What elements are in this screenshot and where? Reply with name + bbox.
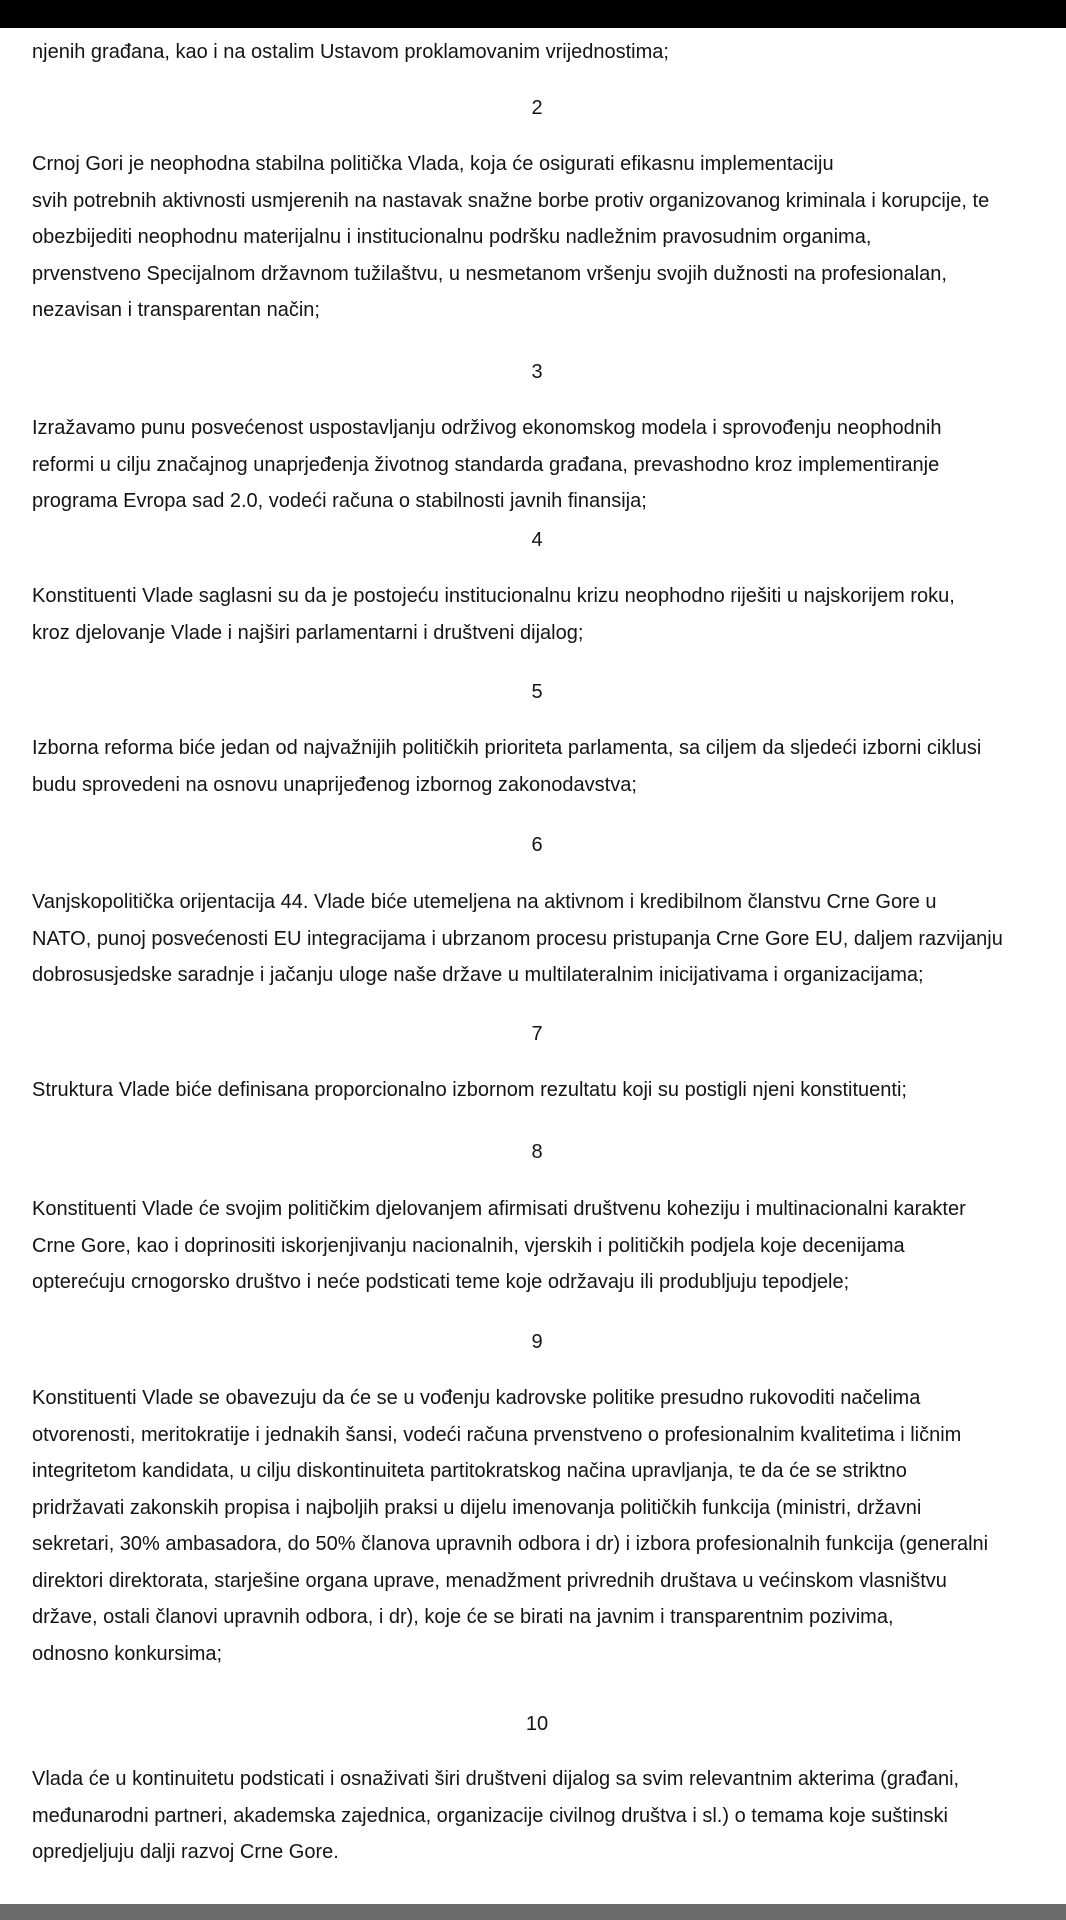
text-line: Crnoj Gori je neophodna stabilna politička Vlada, koja će osigurati efikasnu implementaciju	[32, 153, 834, 175]
text-line: obezbijediti neophodnu materijalnu i institucionalnu podršku nadležnim pravosudnim organima,	[32, 226, 872, 248]
text-line: Vlada će u kontinuitetu podsticati i osnaživati širi društveni dijalog sa svim relevantnim akterima (građani,	[32, 1768, 960, 1790]
text-line: direktori direktorata, starješine organa uprave, menadžment privrednih društava u većinskom vlasništvu	[32, 1569, 947, 1592]
section-number: 7	[531, 1023, 543, 1045]
section-number: 6	[531, 834, 543, 856]
text-line: nezavisan i transparentan način;	[32, 299, 320, 321]
text-line: Konstituenti Vlade saglasni su da je postojeću institucionalnu krizu neophodno riješiti u najskorijem roku,	[32, 585, 955, 607]
section-number: 4	[531, 529, 543, 551]
text-line: opredjeljuju dalji razvoj Crne Gore.	[32, 1841, 339, 1863]
section-number: 10	[525, 1713, 549, 1735]
intro-paragraph	[32, 34, 669, 71]
section-paragraph	[32, 1380, 988, 1672]
text-line: prvenstveno Specijalnom državnom tužilaštvu, u nesmetanom vršenju svojih dužnosti na profesionalan,	[32, 262, 947, 285]
text-line: NATO, punoj posvećenosti EU integracijama i ubrzanom procesu pristupanja Crne Gore EU, daljem razvijanju	[32, 927, 1003, 950]
section-paragraph	[32, 1761, 959, 1871]
text-line: opterećuju crnogorsko društvo i neće podsticati teme koje održavaju ili produbljuju tepodjele;	[32, 1271, 850, 1293]
text-line: njenih građana, kao i na ostalim Ustavom proklamovanim vrijednostima;	[32, 41, 669, 63]
text-line: Izborna reforma biće jedan od najvažnijih političkih prioriteta parlamenta, sa ciljem da sljedeći izborni ciklusi	[32, 737, 982, 759]
section-number: 5	[531, 681, 543, 703]
text-line: Struktura Vlade biće definisana proporcionalno izbornom rezultatu koji su postigli njeni konstituenti;	[32, 1079, 907, 1101]
text-line: kroz djelovanje Vlade i najširi parlamentarni i društveni dijalog;	[32, 621, 584, 644]
text-line: programa Evropa sad 2.0, vodeći računa o stabilnosti javnih finansija;	[32, 490, 647, 512]
section-number: 2	[531, 97, 543, 119]
navigation-bar	[0, 1904, 1066, 1920]
section-number: 3	[531, 361, 543, 383]
section-paragraph	[32, 578, 955, 651]
text-line: Konstituenti Vlade se obavezuju da će se u vođenju kadrovske politike presudno rukovoditi načelima	[32, 1387, 921, 1409]
text-line: pridržavati zakonskih propisa i najboljih praksi u dijelu imenovanja političkih funkcija (ministri, državni	[32, 1496, 922, 1519]
section-number: 9	[531, 1331, 543, 1353]
section-paragraph	[32, 1191, 966, 1301]
section-paragraph	[32, 884, 1003, 994]
text-line: svih potrebnih aktivnosti usmjerenih na nastavak snažne borbe protiv organizovanog kriminala i korupcije, te	[32, 189, 990, 212]
section-number: 8	[531, 1141, 543, 1163]
text-line: otvorenosti, meritokratije i jednakih šansi, vodeći računa prvenstveno o profesionalnim kvalitetima i ličnim	[32, 1423, 962, 1446]
text-line: države, ostali članovi upravnih odbora, i dr), koje će se birati na javnim i transparentnim pozivima,	[32, 1606, 894, 1628]
text-line: Crne Gore, kao i doprinositi iskorjenjivanju nacionalnih, vjerskih i političkih podjela koje decenijama	[32, 1234, 905, 1257]
section-paragraph	[32, 146, 989, 329]
text-line: Konstituenti Vlade će svojim političkim djelovanjem afirmisati društvenu koheziju i multinacionalni karakter	[32, 1198, 966, 1220]
text-line: Izražavamo punu posvećenost uspostavljanju održivog ekonomskog modela i sprovođenju neophodnih	[32, 417, 942, 439]
text-line: Vanjskopolitička orijentacija 44. Vlade biće utemeljena na aktivnom i kredibilnom članstvu Crne Gore u	[32, 891, 937, 913]
text-line: dobrosusjedske saradnje i jačanju uloge naše države u multilateralnim inicijativama i organizacijama;	[32, 964, 924, 986]
text-line: međunarodni partneri, akademska zajednica, organizacije civilnog društva i sl.) o temama koje suštinski	[32, 1804, 948, 1827]
text-line: sekretari, 30% ambasadora, do 50% članova upravnih odbora i dr) i izbora profesionalnih funkcija (generalni	[32, 1533, 989, 1555]
text-line: integritetom kandidata, u cilju diskontinuiteta partitokratskog načina upravljanja, te da će se striktno	[32, 1460, 907, 1482]
section-paragraph	[32, 730, 981, 803]
text-line: reformi u cilju značajnog unaprjeđenja životnog standarda građana, prevashodno kroz implementiranje	[32, 453, 940, 476]
text-line: budu sprovedeni na osnovu unaprijeđenog izbornog zakonodavstva;	[32, 773, 637, 796]
text-line: odnosno konkursima;	[32, 1642, 223, 1665]
section-paragraph	[32, 410, 941, 520]
section-paragraph	[32, 1072, 907, 1109]
status-bar	[0, 0, 1066, 28]
